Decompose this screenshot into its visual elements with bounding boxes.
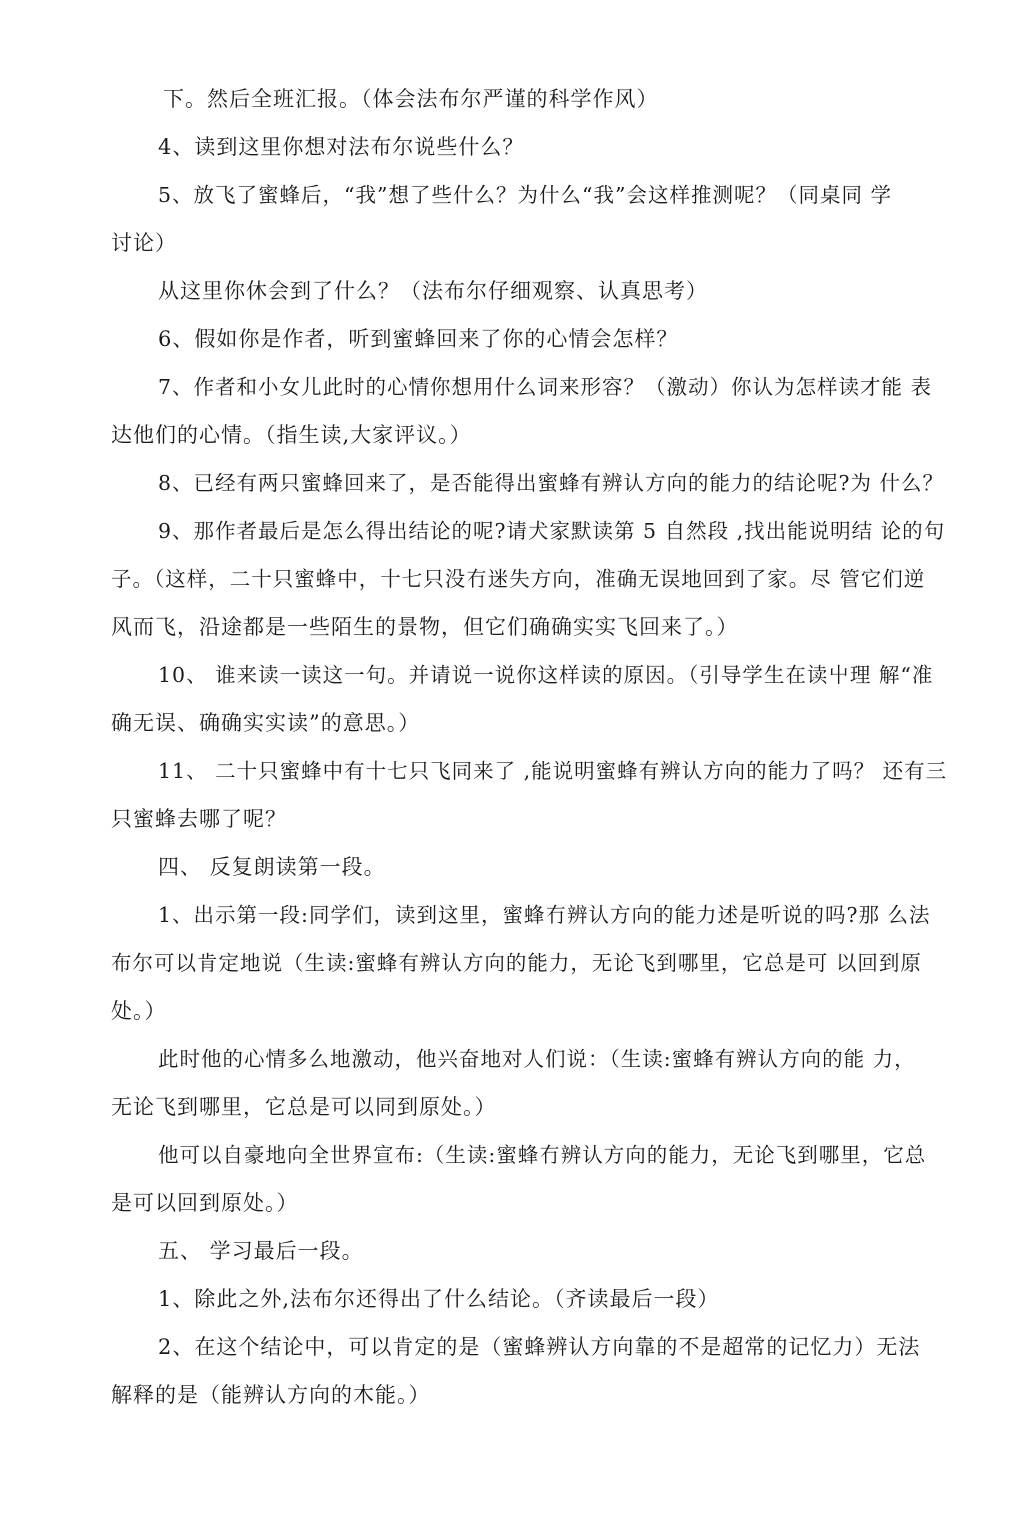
- text-line: 无论飞到哪里，它总是可以同到原处。）: [111, 1095, 497, 1119]
- text-line: 处。）: [111, 999, 167, 1023]
- text-line: 布尔可以肯定地说（生读:蜜蜂有辨认方向的能力，无论飞到哪里，它总是可 以回到原: [111, 951, 922, 975]
- text-line: 是可以回到原处。）: [111, 1191, 299, 1215]
- text-line: 只蜜蜂去哪了呢？: [111, 807, 287, 831]
- text-line: 5、放飞了蜜蜂后，“我”想了些什么？为什么“我”会这样推测呢？（同桌同 学: [158, 183, 892, 207]
- text-line: 1、除此之外,法布尔还得出了什么结论。（齐读最后一段）: [158, 1287, 720, 1311]
- text-line: 10、 谁来读一读这一句。并请说一说你这样读的原因。（引导学生在读屮理 解“准: [158, 663, 934, 687]
- text-line: 讨论）: [111, 231, 177, 255]
- text-line: 7、作者和小女儿此时的心情你想用什么词来形容？（激动）你认为怎样读才能 表: [158, 375, 933, 399]
- text-line: 下。然后全班汇报。（体会法布尔严谨的科学作风）: [163, 87, 659, 111]
- text-line: 1、出示第一段:同学们，读到这里，蜜蜂冇辨认方向的能力述是听说的吗?那 么法: [158, 903, 931, 927]
- text-line: 子。（这样，二十只蜜蜂中，十七只没冇迷失方向，准确无误地回到了家。尽 管它们逆: [111, 567, 926, 591]
- text-line: 4、读到这里你想对法布尔说些什么？: [158, 135, 525, 159]
- text-line: 9、那作者最后是怎么得出结论的呢?请犬家默读第 5 自然段 ,找出能说明结 论的句: [158, 519, 946, 543]
- text-line: 2、在这个结论中，可以肯定的是（蜜蜂辨认方向靠的不是超常的记忆力）无法: [158, 1335, 921, 1359]
- text-line: 8、已经有两只蜜蜂回来了，是否能得出蜜蜂有辨认方向的能力的结论呢?为 什么？: [158, 471, 945, 495]
- text-line: 达他们的心情。（指生读,大家评议。）: [111, 423, 472, 447]
- text-line: 他可以自豪地向全世界宣布:（生读:蜜蜂冇辨认方向的能力，无论飞到哪里，它总: [158, 1143, 927, 1167]
- text-line: 确无误、确确实实读”的意思。）: [111, 711, 421, 735]
- section-heading: 五、 学习最后一段。: [158, 1239, 364, 1263]
- text-line: 风而飞，沿途都是一些陌生的景物，但它们确确实实飞回来了。）: [111, 615, 739, 639]
- text-line: 此时他的心情多么地激动，他兴奋地对人们说：（生读:蜜蜂有辨认方向的能 力，: [158, 1047, 916, 1071]
- text-line: 解释的是（能辨认方向的木能。）: [111, 1383, 431, 1407]
- text-line: 从这里你休会到了什么？（法布尔仔细观察、认真思考）: [158, 279, 708, 303]
- text-line: 6、假如你是作者，听到蜜蜂回来了你的心情会怎样？: [158, 327, 679, 351]
- text-line: 11、 二十只蜜蜂中有十七只飞同来了 ,能说明蜜蜂有辨认方向的能力了吗？ 还有三: [158, 759, 948, 783]
- section-heading: 四、 反复朗读第一段。: [158, 855, 386, 879]
